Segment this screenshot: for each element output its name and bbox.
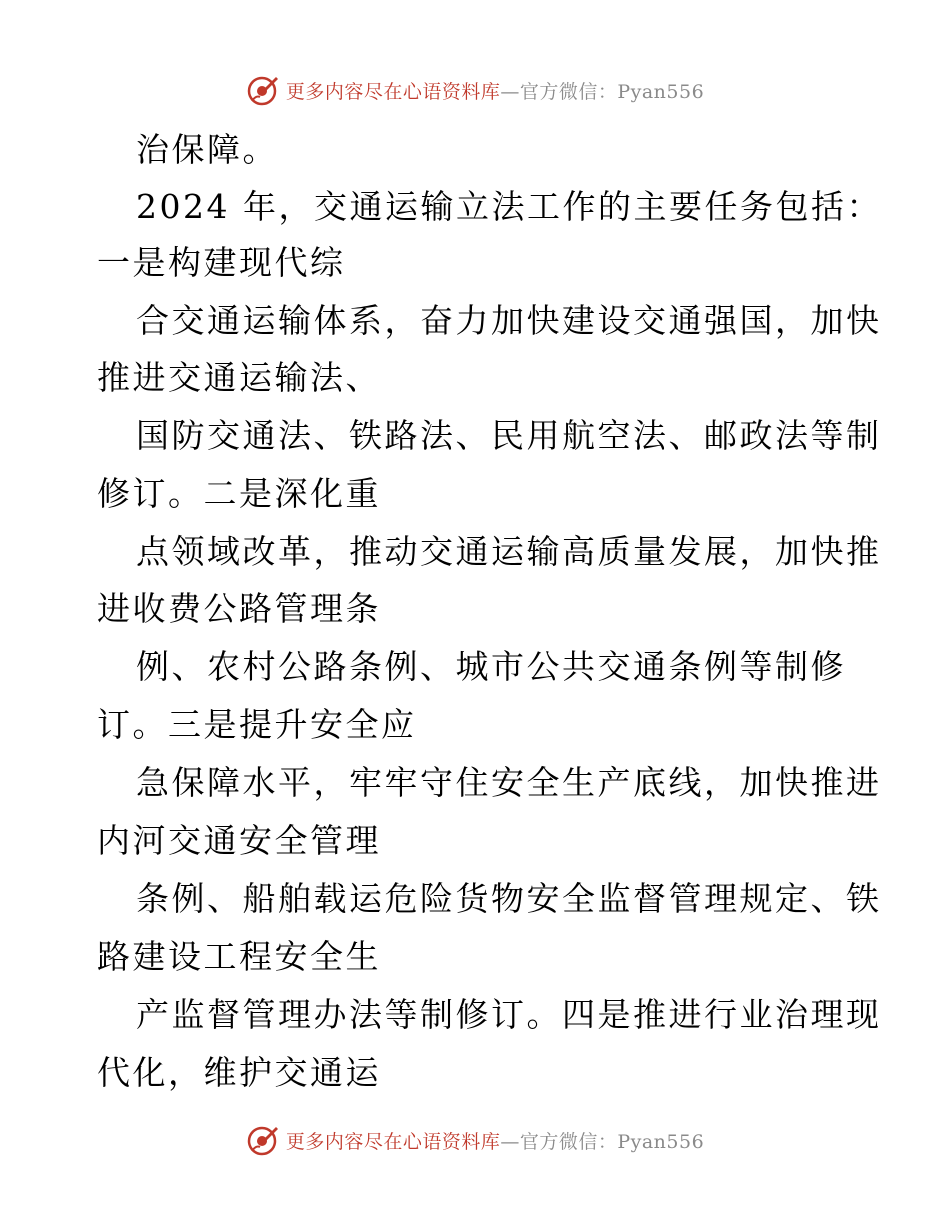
body-line: 推进交通运输法、 — [97, 358, 381, 397]
pen-logo-icon — [246, 73, 280, 107]
body-line: 修订。二是深化重 — [97, 474, 381, 513]
body-line: 点领域改革，推动交通运输高质量发展，加快推 — [136, 532, 882, 571]
body-line: 内河交通安全管理 — [97, 821, 381, 860]
body-line: 合交通运输体系，奋力加快建设交通强国，加快 — [136, 301, 882, 340]
body-line: 一是构建现代综 — [97, 243, 346, 282]
body-line: 代化，维护交通运 — [97, 1053, 381, 1092]
footer-wechat-text: 官方微信：Pyan556 — [519, 1130, 705, 1153]
header-banner — [0, 70, 950, 110]
header-wechat-text: 官方微信：Pyan556 — [519, 80, 705, 103]
body-line: 产监督管理办法等制修订。四是推进行业治理现 — [136, 995, 882, 1034]
body-line: 2024 年，交通运输立法工作的主要任务包括： — [136, 187, 882, 226]
body-line: 国防交通法、铁路法、民用航空法、邮政法等制 — [136, 416, 882, 455]
header-dash: — — [500, 80, 520, 103]
footer-dash: — — [500, 1130, 520, 1153]
body-line: 治保障。 — [136, 130, 278, 169]
body-line: 订。三是提升安全应 — [97, 705, 417, 744]
footer-banner-text — [286, 1127, 704, 1154]
header-banner-text — [286, 77, 704, 104]
pen-logo-icon — [246, 1123, 280, 1157]
body-line: 急保障水平，牢牢守住安全生产底线，加快推进 — [136, 763, 882, 802]
footer-banner — [0, 1120, 950, 1160]
footer-brand-text: 更多内容尽在心语资料库 — [285, 1130, 501, 1153]
body-line: 条例、船舶载运危险货物安全监督管理规定、铁 — [136, 879, 882, 918]
body-line: 例、农村公路条例、城市公共交通条例等制修 — [136, 647, 846, 686]
body-line: 进收费公路管理条 — [97, 589, 381, 628]
header-brand-text: 更多内容尽在心语资料库 — [285, 80, 501, 103]
body-line: 路建设工程安全生 — [97, 937, 381, 976]
